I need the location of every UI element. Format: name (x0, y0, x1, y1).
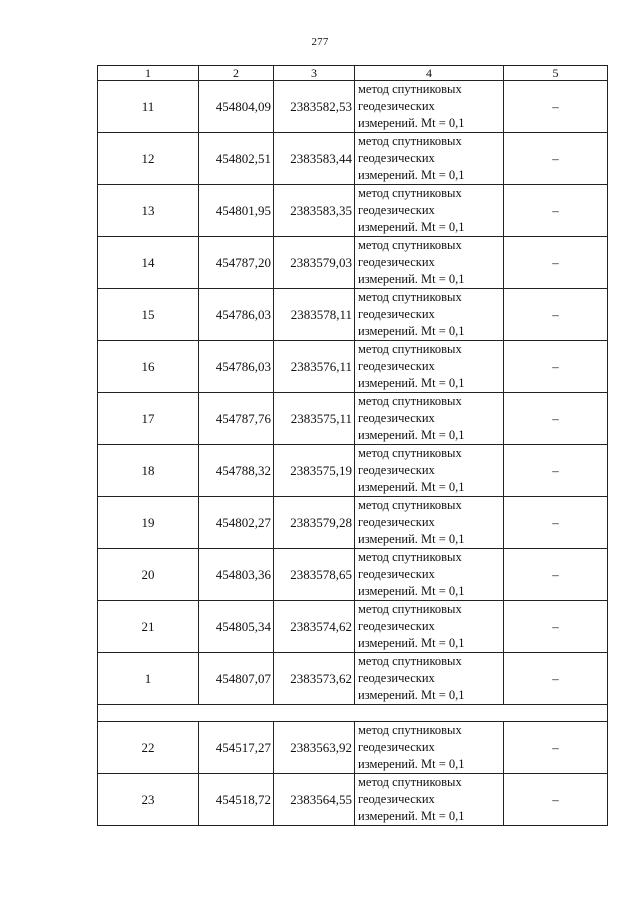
note-cell: – (504, 81, 608, 133)
method-text-line: геодезических (358, 740, 435, 754)
table-row (98, 549, 608, 601)
note-cell: – (504, 653, 608, 705)
method-text-line: метод спутниковых (358, 446, 462, 460)
method-text-line: геодезических (358, 515, 435, 529)
point-number-cell: 19 (98, 497, 199, 549)
method-text-line: геодезических (358, 307, 435, 321)
table-row (98, 774, 608, 826)
y-coordinate-cell: 2383583,44 (274, 133, 355, 185)
method-text-line: измерений. Mt = 0,1 (358, 636, 465, 650)
method-cell (355, 774, 504, 826)
method-text-line: метод спутниковых (358, 654, 462, 668)
x-coordinate-cell: 454801,95 (199, 185, 274, 237)
table-row (98, 289, 608, 341)
method-text-line: измерений. Mt = 0,1 (358, 532, 465, 546)
table-row (98, 133, 608, 185)
note-cell: – (504, 445, 608, 497)
method-text-line: измерений. Mt = 0,1 (358, 428, 465, 442)
x-coordinate-cell: 454787,76 (199, 393, 274, 445)
method-cell (355, 341, 504, 393)
y-coordinate-cell: 2383579,28 (274, 497, 355, 549)
method-text-line: метод спутниковых (358, 775, 462, 789)
x-coordinate-cell: 454518,72 (199, 774, 274, 826)
table-row (98, 497, 608, 549)
x-coordinate-cell: 454786,03 (199, 341, 274, 393)
separator-row (98, 705, 608, 722)
column-number-3: 3 (274, 66, 355, 81)
y-coordinate-cell: 2383576,11 (274, 341, 355, 393)
y-coordinate-cell: 2383582,53 (274, 81, 355, 133)
method-cell (355, 133, 504, 185)
method-text-line: метод спутниковых (358, 238, 462, 252)
method-text-line: измерений. Mt = 0,1 (358, 116, 465, 130)
method-text-line: геодезических (358, 411, 435, 425)
note-cell: – (504, 237, 608, 289)
method-text-line: измерений. Mt = 0,1 (358, 688, 465, 702)
method-cell (355, 445, 504, 497)
method-cell (355, 497, 504, 549)
method-text-line: геодезических (358, 567, 435, 581)
point-number-cell: 17 (98, 393, 199, 445)
method-text-line: измерений. Mt = 0,1 (358, 757, 465, 771)
note-cell: – (504, 722, 608, 774)
note-cell: – (504, 497, 608, 549)
table-row (98, 601, 608, 653)
method-text-line: метод спутниковых (358, 498, 462, 512)
method-text-line: измерений. Mt = 0,1 (358, 168, 465, 182)
y-coordinate-cell: 2383573,62 (274, 653, 355, 705)
method-text-line: метод спутниковых (358, 82, 462, 96)
y-coordinate-cell: 2383575,11 (274, 393, 355, 445)
x-coordinate-cell: 454805,34 (199, 601, 274, 653)
y-coordinate-cell: 2383564,55 (274, 774, 355, 826)
method-text-line: измерений. Mt = 0,1 (358, 480, 465, 494)
point-number-cell: 11 (98, 81, 199, 133)
method-text-line: геодезических (358, 151, 435, 165)
method-text-line: геодезических (358, 671, 435, 685)
x-coordinate-cell: 454807,07 (199, 653, 274, 705)
method-text-line: измерений. Mt = 0,1 (358, 584, 465, 598)
point-number-cell: 15 (98, 289, 199, 341)
column-number-1: 1 (98, 66, 199, 81)
method-text-line: геодезических (358, 203, 435, 217)
method-cell (355, 81, 504, 133)
page-number: 277 (311, 36, 329, 48)
table-row (98, 341, 608, 393)
table-row (98, 237, 608, 289)
point-number-cell: 21 (98, 601, 199, 653)
note-cell: – (504, 601, 608, 653)
x-coordinate-cell: 454802,27 (199, 497, 274, 549)
method-text-line: геодезических (358, 255, 435, 269)
method-cell (355, 722, 504, 774)
point-number-cell: 18 (98, 445, 199, 497)
method-text-line: измерений. Mt = 0,1 (358, 324, 465, 338)
note-cell: – (504, 549, 608, 601)
method-text-line: геодезических (358, 463, 435, 477)
method-cell (355, 185, 504, 237)
coordinates-table (97, 65, 608, 826)
note-cell: – (504, 774, 608, 826)
method-text-line: метод спутниковых (358, 290, 462, 304)
method-text-line: геодезических (358, 99, 435, 113)
method-text-line: метод спутниковых (358, 394, 462, 408)
column-number-2: 2 (199, 66, 274, 81)
method-text-line: измерений. Mt = 0,1 (358, 376, 465, 390)
method-text-line: геодезических (358, 792, 435, 806)
y-coordinate-cell: 2383563,92 (274, 722, 355, 774)
table-row (98, 81, 608, 133)
x-coordinate-cell: 454786,03 (199, 289, 274, 341)
y-coordinate-cell: 2383583,35 (274, 185, 355, 237)
point-number-cell: 22 (98, 722, 199, 774)
point-number-cell: 20 (98, 549, 199, 601)
method-cell (355, 237, 504, 289)
method-text-line: метод спутниковых (358, 550, 462, 564)
x-coordinate-cell: 454802,51 (199, 133, 274, 185)
point-number-cell: 1 (98, 653, 199, 705)
method-cell (355, 653, 504, 705)
table-row (98, 445, 608, 497)
note-cell: – (504, 289, 608, 341)
x-coordinate-cell: 454804,09 (199, 81, 274, 133)
y-coordinate-cell: 2383575,19 (274, 445, 355, 497)
method-text-line: метод спутниковых (358, 602, 462, 616)
x-coordinate-cell: 454803,36 (199, 549, 274, 601)
y-coordinate-cell: 2383578,65 (274, 549, 355, 601)
method-text-line: измерений. Mt = 0,1 (358, 220, 465, 234)
x-coordinate-cell: 454787,20 (199, 237, 274, 289)
table-row (98, 653, 608, 705)
point-number-cell: 14 (98, 237, 199, 289)
method-cell (355, 393, 504, 445)
note-cell: – (504, 185, 608, 237)
method-text-line: метод спутниковых (358, 723, 462, 737)
separator-cell (98, 705, 608, 722)
y-coordinate-cell: 2383578,11 (274, 289, 355, 341)
column-number-5: 5 (504, 66, 608, 81)
method-cell (355, 549, 504, 601)
y-coordinate-cell: 2383574,62 (274, 601, 355, 653)
note-cell: – (504, 133, 608, 185)
table-row (98, 393, 608, 445)
method-text-line: метод спутниковых (358, 134, 462, 148)
point-number-cell: 23 (98, 774, 199, 826)
method-text-line: измерений. Mt = 0,1 (358, 809, 465, 823)
column-number-4: 4 (355, 66, 504, 81)
point-number-cell: 12 (98, 133, 199, 185)
table-row (98, 722, 608, 774)
point-number-cell: 16 (98, 341, 199, 393)
column-number-row (98, 66, 608, 81)
y-coordinate-cell: 2383579,03 (274, 237, 355, 289)
method-text-line: геодезических (358, 359, 435, 373)
note-cell: – (504, 341, 608, 393)
method-text-line: геодезических (358, 619, 435, 633)
table-row (98, 185, 608, 237)
coordinates-table-body (98, 66, 608, 826)
point-number-cell: 13 (98, 185, 199, 237)
method-cell (355, 601, 504, 653)
method-text-line: метод спутниковых (358, 342, 462, 356)
method-text-line: метод спутниковых (358, 186, 462, 200)
note-cell: – (504, 393, 608, 445)
method-cell (355, 289, 504, 341)
x-coordinate-cell: 454788,32 (199, 445, 274, 497)
x-coordinate-cell: 454517,27 (199, 722, 274, 774)
method-text-line: измерений. Mt = 0,1 (358, 272, 465, 286)
